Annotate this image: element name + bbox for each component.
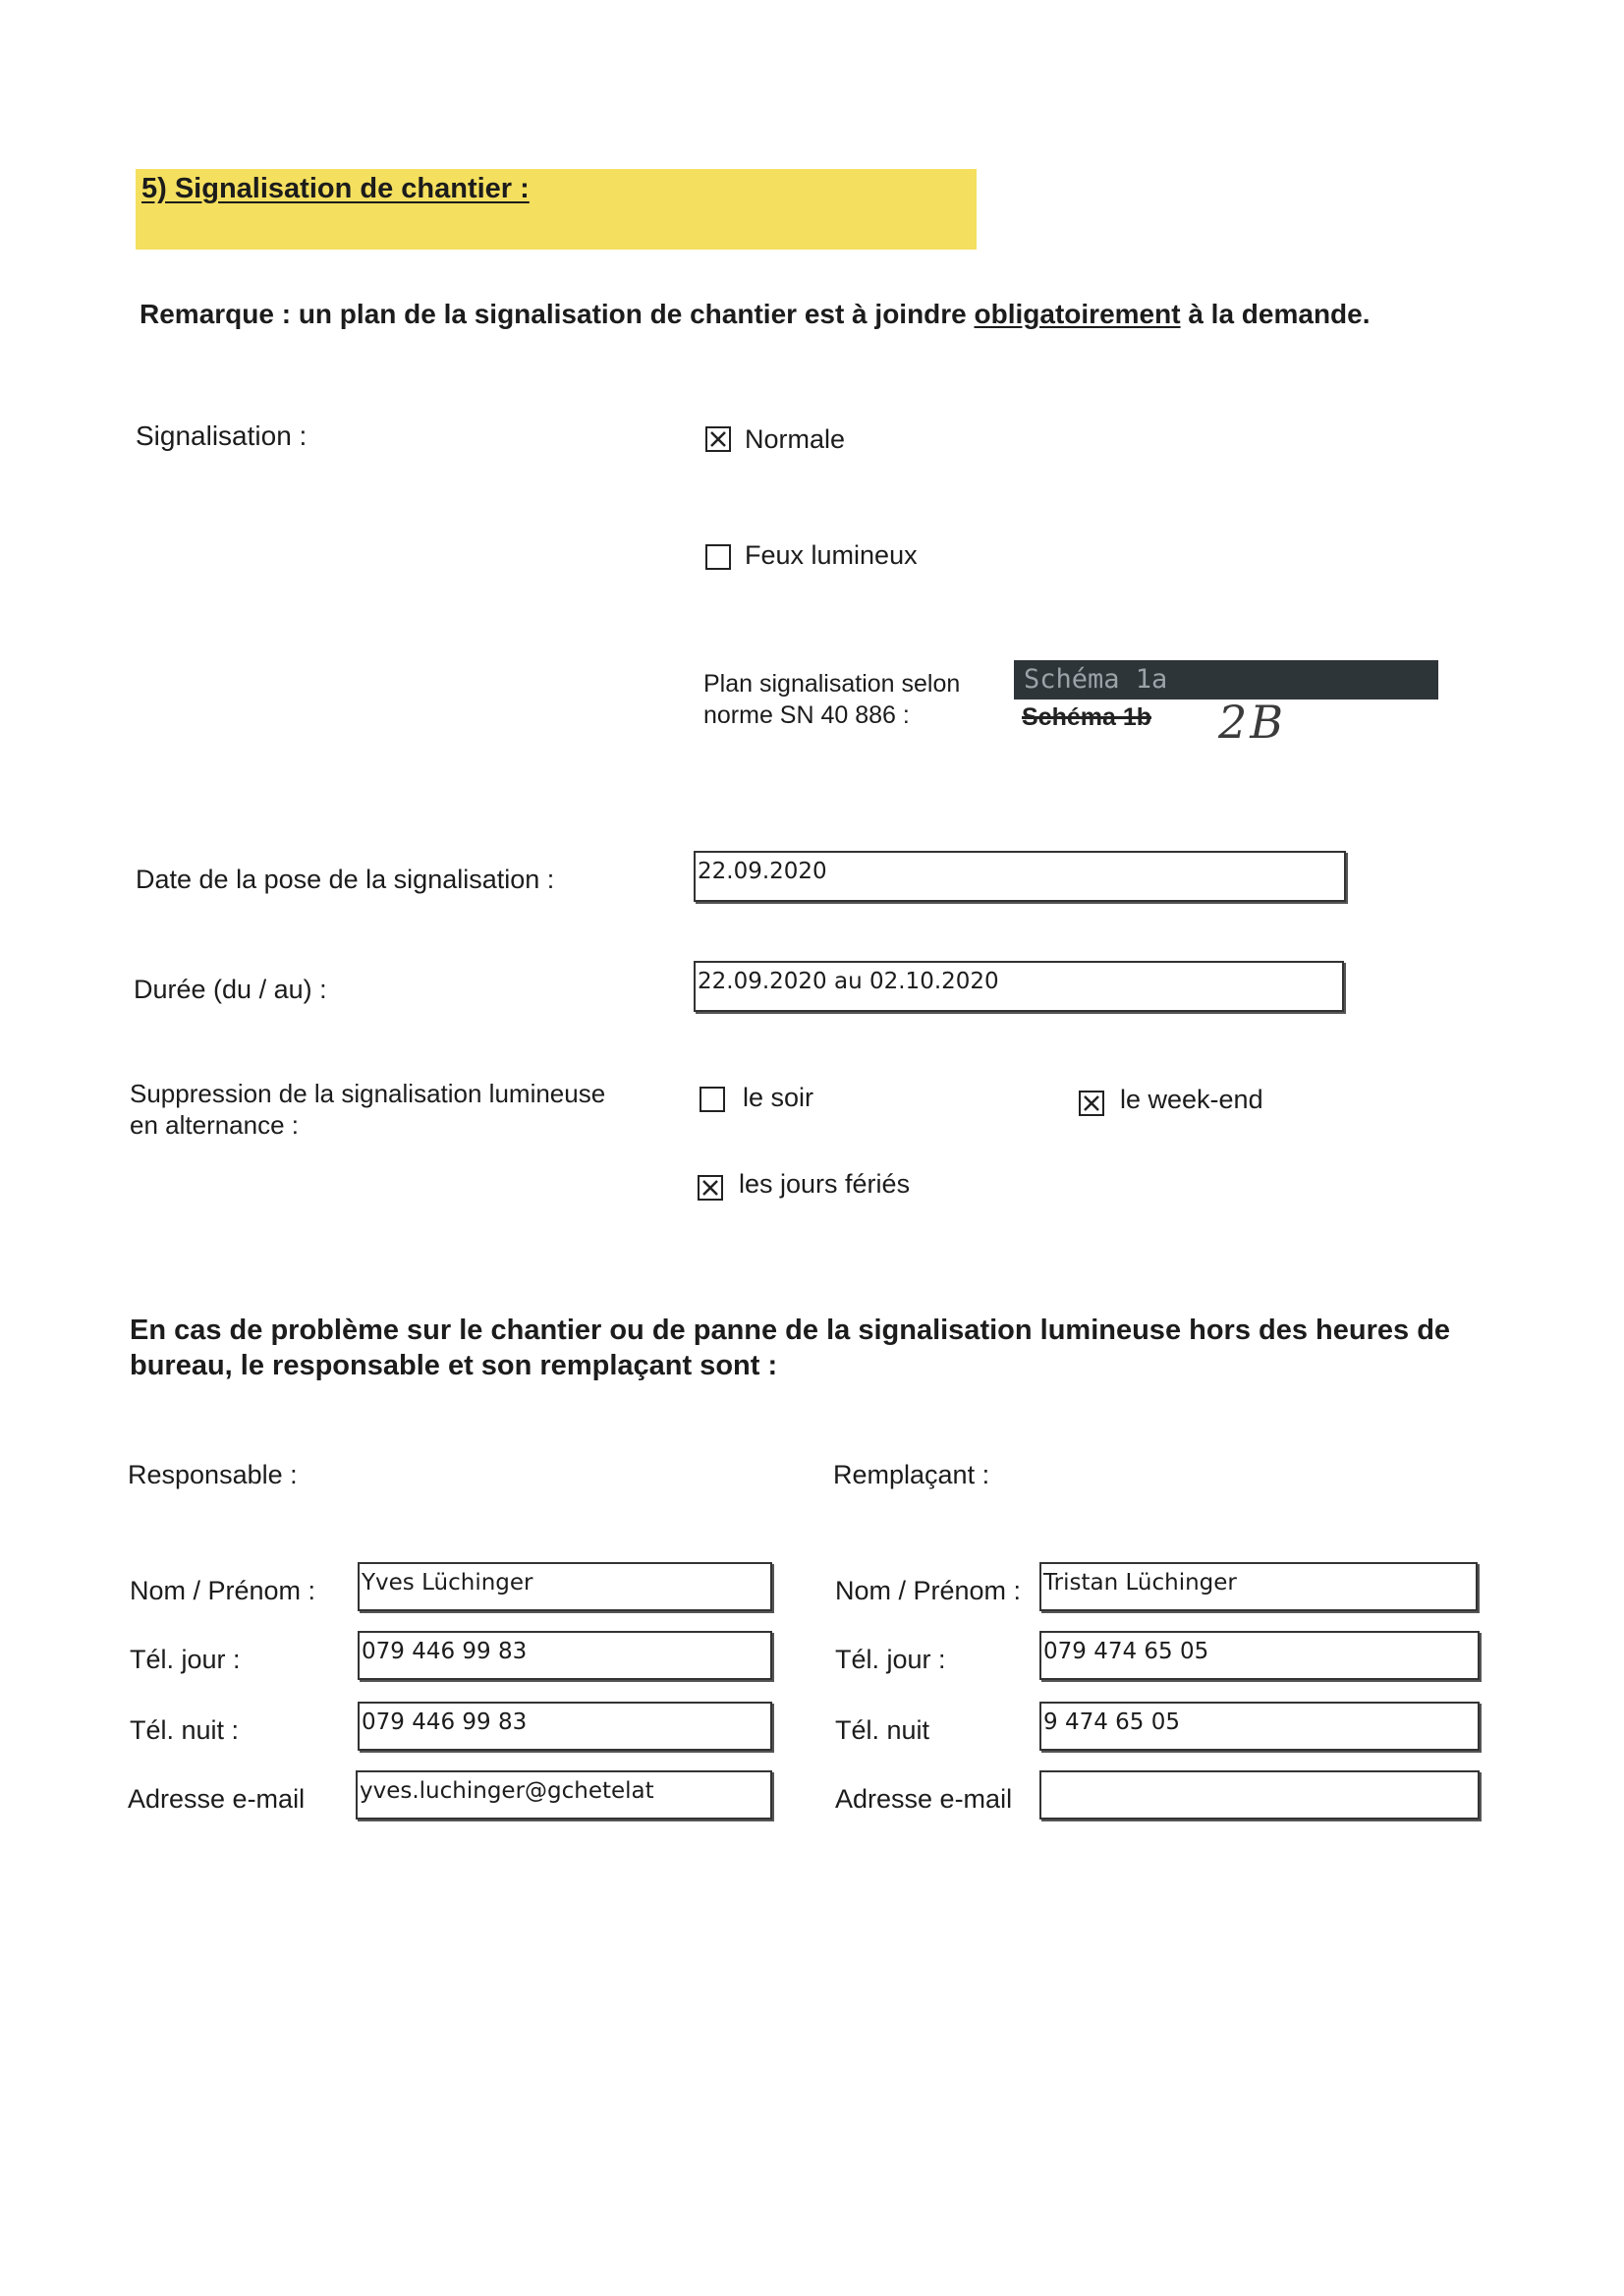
remark-emphasis: obligatoirement <box>974 299 1181 329</box>
remplacant-email-field[interactable] <box>1039 1770 1480 1820</box>
remplacant-jour-field[interactable]: 079 474 65 05 <box>1039 1631 1480 1680</box>
plan-redacted-option: Schéma 1a <box>1024 664 1168 695</box>
section-title: 5) Signalisation de chantier : <box>141 173 530 204</box>
suppression-label-line2: en alternance : <box>130 1110 300 1140</box>
remplacant-heading: Remplaçant : <box>833 1460 990 1489</box>
plan-handwritten-value: 2B <box>1218 696 1287 749</box>
option-week-end-label: le week-end <box>1120 1085 1263 1114</box>
pose-date-field[interactable]: 22.09.2020 <box>694 851 1346 902</box>
remark <box>140 299 1371 330</box>
problem-statement: En cas de problème sur le chantier ou de panne de la signalisation lumineuse hors des heures de bureau, le responsable et son remplaçant sont : <box>130 1315 1451 1381</box>
responsable-nom-label: Nom / Prénom : <box>130 1576 316 1605</box>
plan-label-line1: Plan signalisation selon <box>703 670 961 698</box>
remark-suffix: à la demande. <box>1180 299 1371 329</box>
suppression-label-line1: Suppression de la signalisation lumineuse <box>130 1079 606 1108</box>
option-feux-label: Feux lumineux <box>745 540 918 570</box>
remplacant-nuit-field[interactable]: 9 474 65 05 <box>1039 1702 1480 1751</box>
check-x-icon <box>709 430 727 448</box>
option-normale-label: Normale <box>745 424 846 454</box>
remplacant-jour-label: Tél. jour : <box>835 1645 946 1674</box>
plan-label-line2: norme SN 40 886 : <box>703 701 910 729</box>
responsable-nuit-label: Tél. nuit : <box>130 1715 240 1745</box>
check-x-icon <box>1083 1094 1100 1112</box>
responsable-jour-label: Tél. jour : <box>130 1645 241 1674</box>
plan-struck-option: Schéma 1b <box>1022 703 1152 731</box>
checkbox-week-end[interactable] <box>1079 1091 1104 1116</box>
remplacant-nom-label: Nom / Prénom : <box>835 1576 1022 1605</box>
responsable-heading: Responsable : <box>128 1460 298 1489</box>
responsable-email-label: Adresse e-mail <box>128 1784 306 1814</box>
option-le-soir-label: le soir <box>743 1083 814 1112</box>
duree-label: Durée (du / au) : <box>134 975 327 1004</box>
responsable-jour-field[interactable]: 079 446 99 83 <box>358 1631 772 1680</box>
signalisation-label: Signalisation : <box>136 420 308 451</box>
duree-field[interactable]: 22.09.2020 au 02.10.2020 <box>694 961 1344 1012</box>
responsable-nom-field[interactable]: Yves Lüchinger <box>358 1562 772 1611</box>
responsable-nuit-field[interactable]: 079 446 99 83 <box>358 1702 772 1751</box>
remplacant-email-label: Adresse e-mail <box>835 1784 1013 1814</box>
check-x-icon <box>701 1179 719 1197</box>
checkbox-feux-lumineux[interactable] <box>705 544 731 570</box>
option-jours-feries-label: les jours fériés <box>739 1169 911 1199</box>
checkbox-jours-feries[interactable] <box>698 1175 723 1201</box>
responsable-email-field[interactable]: yves.luchinger@gchetelat <box>356 1770 772 1820</box>
checkbox-normale[interactable] <box>705 426 731 452</box>
remplacant-nuit-label: Tél. nuit <box>835 1715 930 1745</box>
remplacant-nom-field[interactable]: Tristan Lüchinger <box>1039 1562 1478 1611</box>
checkbox-le-soir[interactable] <box>700 1087 725 1112</box>
pose-label: Date de la pose de la signalisation : <box>136 865 555 894</box>
remark-text: Remarque : un plan de la signalisation de chantier est à joindre <box>140 299 975 329</box>
